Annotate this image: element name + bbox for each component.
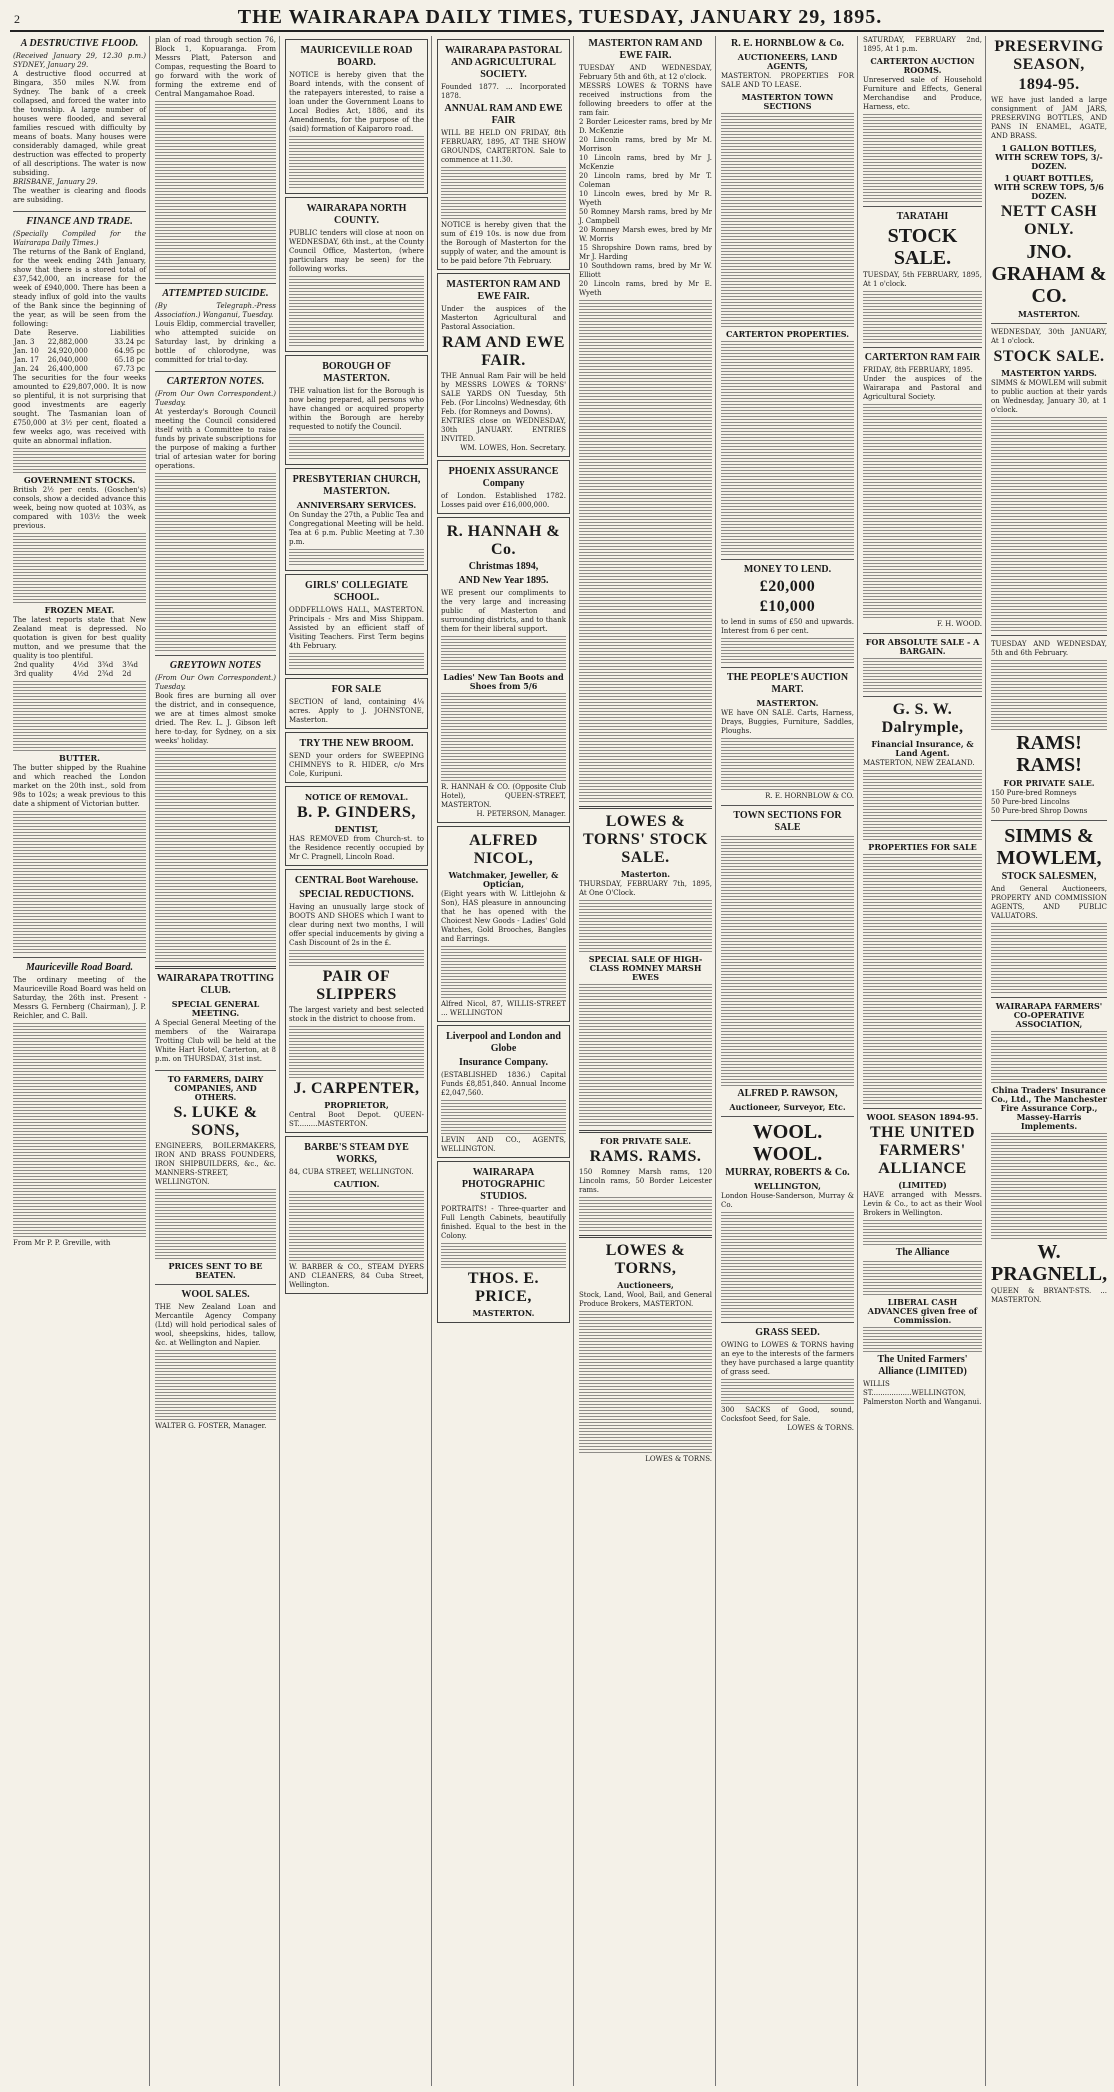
girls-school-heading: GIRLS' COLLEGIATE SCHOOL. — [305, 580, 408, 603]
simms-stock-sub: MASTERTON YARDS. — [1001, 368, 1097, 378]
alliance-heading: The Alliance — [895, 1247, 950, 1258]
money-text: to lend in sums of £50 and upwards. Interest from 6 per cent. — [721, 618, 854, 635]
ufa-heading: THE UNITED FARMERS' ALLIANCE — [869, 1124, 976, 1177]
lowes-footer-signature: LOWES & TORNS. — [645, 1455, 712, 1463]
newspaper-title: THE WAIRARAPA DAILY TIMES, TUESDAY, JANUARY 29, 1895. — [237, 6, 883, 28]
rawson-heading: ALFRED P. RAWSON, — [737, 1088, 838, 1099]
annual-ram-heading: ANNUAL RAM AND EWE FAIR — [444, 103, 563, 126]
show-sub: Founded 1877. ... Incorporated 1878. — [441, 83, 566, 100]
peoples-mart-text: WE have ON SALE. Carts, Harness, Drays, Buggies, Furniture, Saddles, Ploughs. — [721, 709, 854, 735]
bank-text-2: The securities for the four weeks amounted to £29,807,000. It is now so plentiful, it is not surprising that good investments are eagerly sought. The Tasmanian loan of £750,000 at 3½ per cent, floated a few weeks ago, was received with quite an abnormal inflation. — [13, 374, 146, 445]
entry-list — [579, 118, 712, 298]
frozen-meat-heading: FROZEN MEAT. — [44, 605, 115, 615]
suicide-heading: ATTEMPTED SUICIDE. — [162, 288, 269, 299]
hannah-text: WE present our compliments to the very large and increasing public of Masterton and surrounding districts, and to thank them for their liberal support. — [441, 589, 566, 633]
palmerston-line: Palmerston North and Wanganui. — [863, 1398, 982, 1406]
rawson-sub: Auctioneer, Surveyor, Etc. — [729, 1102, 846, 1112]
simms-date-line: WEDNESDAY, 30th JANUARY, At 1 o'clock. — [991, 328, 1107, 345]
hornblow-text: MASTERTON. PROPERTIES FOR SALE AND TO LEASE. — [721, 72, 854, 89]
entries-signature: WM. LOWES, Hon. Secretary. — [460, 444, 566, 452]
column-1 — [10, 36, 150, 2086]
wool-sales-signature: WALTER G. FOSTER, Manager. — [155, 1422, 267, 1430]
quart-bottles: 1 QUART BOTTLES, WITH SCREW TOPS, 5/6 DOZEN. — [994, 173, 1104, 201]
carterton-notes-sub: (From Our Own Correspondent.) Tuesday. — [155, 390, 276, 407]
frozen-meat-table — [13, 661, 146, 679]
carterton-notes-heading: CARTERTON NOTES. — [166, 376, 265, 387]
bank-table-header: Reserve. — [47, 329, 79, 337]
levin-text: LEVIN AND CO., AGENTS, WELLINGTON. — [441, 1136, 566, 1153]
columns — [10, 36, 1108, 2086]
simms-stock-heading: STOCK SALE. — [993, 348, 1105, 365]
photo-text: PORTRAITS! - Three-quarter and Full Length Cabinets, beautifully finished. Equal to the best in the Colony. — [441, 1205, 566, 1240]
photo-heading: WAIRARAPA PHOTOGRAPHIC STUDIOS. — [461, 1167, 546, 1202]
flood-dateline-2: BRISBANE, January 29. — [13, 178, 98, 186]
carterton-props-heading: CARTERTON PROPERTIES. — [726, 329, 849, 339]
suicide-dateline: (By Telegraph.-Press Association.) Wanganui, Tuesday. — [155, 302, 276, 319]
peoples-mart-heading: THE PEOPLE'S AUCTION MART. — [726, 672, 849, 695]
borough-text: THE valuation list for the Borough is now being prepared, all persons who have changed or acquired property within the Borough are hereby requested to notify the Council. — [289, 387, 424, 431]
for-sale-heading: FOR SALE — [331, 684, 382, 695]
simms-heading: SIMMS & MOWLEM, — [996, 825, 1102, 869]
flood-dateline: (Received January 29, 12.30 p.m.) SYDNEY, January 29. — [13, 52, 146, 69]
slippers-heading: PAIR OF SLIPPERS — [316, 968, 397, 1003]
lowes-instructions: MESSRS LOWES & TORNS have received instructions from the following breeders to offer at the ram fair. — [579, 82, 712, 117]
ram-fair-date-line: TUESDAY AND WEDNESDAY, 5th and 6th February. — [991, 640, 1107, 657]
carterton-auction-heading: CARTERTON AUCTION ROOMS. — [870, 56, 975, 75]
liverpool-heading: Liverpool and London and Globe — [446, 1031, 561, 1054]
butter-text: The butter shipped by the Ruahine and which reached the London market on the 20th inst., sold from 98s to 102s; a weak previous to this date a shipment of Victorian butter. — [13, 764, 146, 808]
flood-text-2: The weather is clearing and floods are subsiding. — [13, 187, 146, 204]
rams-private-sale: FOR PRIVATE SALE. — [1003, 778, 1095, 788]
lowes-top-text: TUESDAY AND WEDNESDAY, February 5th and 6th, at 12 o'clock. — [579, 64, 712, 81]
road-board-signature: From Mr P. P. Greville, with — [13, 1239, 111, 1247]
new-broom-text: SEND your orders for SWEEPING CHIMNEYS to R. HIDER, c/o Mrs Cole, Kuripuni. — [289, 752, 424, 778]
nicol-text: (Eight years with W. Littlejohn & Son), HAS pleasure in announcing that he has opened with the Choicest New Goods - Ladies' Gold Watches, Gold Brooches, Bangles and Earrings. — [441, 890, 566, 943]
bank-table — [13, 329, 146, 374]
graham-sub: MASTERTON. — [1018, 309, 1080, 319]
list-item: 2 Border Leicester rams, bred by Mr D. McKenzie — [579, 118, 712, 135]
ginders-heading: B. P. GINDERS, — [297, 804, 416, 821]
liverpool-sub: Insurance Company. — [459, 1057, 548, 1068]
carterton-ram-fair-signature: F. H. WOOD. — [936, 620, 982, 628]
carterton-ram-fair-date: FRIDAY, 8th FEBRUARY, 1895. — [863, 366, 973, 374]
grass-seed-signature: LOWES & TORNS. — [787, 1424, 854, 1432]
dalrymple-props-heading: PROPERTIES FOR SALE — [868, 842, 977, 852]
carterton-ram-fair-text: Under the auspices of the Wairarapa and Pastoral and Agricultural Society. — [863, 375, 982, 401]
column-3 — [282, 36, 432, 2086]
taratahi-stock-date: TUESDAY, 5th FEBRUARY, 1895, At 1 o'clock. — [863, 271, 982, 288]
road-board-text: The ordinary meeting of the Mauriceville Road Board was held on Saturday, the 26th inst. Present - Messrs G. Fernberg (Chairman), J. P. Reichler, and C. Ball. — [13, 976, 146, 1020]
graham-heading: JNO. GRAHAM & CO. — [991, 241, 1107, 307]
list-item: 50 Pure-bred Shrop Downs — [991, 807, 1088, 815]
column-5 — [576, 36, 716, 2086]
murray-heading: MURRAY, ROBERTS & Co. — [725, 1167, 850, 1178]
lowes-footer-sub: Auctioneers, — [617, 1280, 674, 1290]
town-sections-heading: MASTERTON TOWN SECTIONS — [741, 92, 834, 111]
carpenter-heading: J. CARPENTER, — [293, 1080, 420, 1097]
suicide-text: Louis Eldip, commercial traveller, who attempted suicide on Saturday last, by drinking a bottle of chlorodyne, was committed for trial to-day. — [155, 320, 276, 364]
murray-sub: WELLINGTON, — [754, 1181, 821, 1191]
hornblow-sub: AUCTIONEERS, LAND AGENTS, — [737, 52, 838, 71]
column-8 — [988, 36, 1110, 2086]
lowes-top-heading: MASTERTON RAM AND EWE FAIR. — [588, 38, 703, 61]
carpenter-text: Central Boot Depot. QUEEN-ST.........MASTERTON. — [289, 1111, 424, 1128]
water-notice-text: NOTICE is hereby given that the sum of £19 10s. is now due from the Borough of Masterton for the supply of water, and the amount is to be paid before 7th February. — [441, 221, 566, 265]
govt-stocks-heading: GOVERNMENT STOCKS. — [23, 475, 136, 485]
bank-table-header: Date — [14, 329, 31, 337]
list-item: 10 Lincoln ewes, bred by Mr R. Wyeth — [579, 190, 712, 207]
nicol-footer: Alfred Nicol, 87, WILLIS-STREET ... WELLINGTON — [441, 1000, 566, 1017]
ginders-sub: DENTIST, — [334, 824, 379, 834]
simms-text: And General Auctioneers, PROPERTY AND COMMISSION AGENTS, AND PUBLIC VALUATORS. — [991, 885, 1107, 920]
greytown-notes-sub: (From Our Own Correspondent.) Tuesday. — [155, 674, 276, 691]
list-item: 20 Lincoln rams, bred by Mr E. Wyeth — [579, 280, 712, 297]
money-amount-1: £20,000 — [759, 578, 816, 595]
masterton-ram-fair-heading: MASTERTON RAM AND EWE FAIR. — [446, 279, 561, 302]
price-heading: THOS. E. PRICE, — [467, 1270, 540, 1305]
central-sub: SPECIAL REDUCTIONS. — [299, 889, 414, 900]
wairarapa-nc-text: PUBLIC tenders will close at noon on WEDNESDAY, 6th inst., at the County Council Office, Masterton, (where particulars may be seen) for the following works. — [289, 229, 424, 273]
finance-text: The returns of the Bank of England, for the week ending 24th January, show that there is a stored total of £37,542,000, an increase for the week of £940,000. There has been a steady influx of gold into the vaults of the Bank since the beginning of the year, as will be seen from the following: — [13, 248, 146, 328]
ginders-text: HAS REMOVED from Church-st. to the Residence recently occupied by Mr C. Pragnell, Lincoln Road. — [289, 835, 424, 861]
nicol-heading: ALFRED NICOL, — [469, 832, 538, 867]
carterton-auction-date: SATURDAY, FEBRUARY 2nd, 1895, At 1 p.m. — [863, 36, 982, 53]
barbe-footer: W. BARBER & CO., STEAM DYERS AND CLEANERS, 84 Cuba Street, Wellington. — [289, 1263, 424, 1289]
annual-ram-text: WILL BE HELD ON FRIDAY, 8th FEBRUARY, 1895, AT THE SHOW GROUNDS, CARTERTON. Sale to commence at 11.30. — [441, 129, 566, 164]
table-row: 3rd quality 4½d 2¾d 2d — [14, 670, 132, 678]
finance-heading: FINANCE AND TRADE. — [26, 216, 133, 227]
grass-seed-footer: 300 SACKS of Good, sound, Cocksfoot Seed, for Sale. — [721, 1406, 854, 1423]
lowes-stock-sub: Masterton. — [620, 869, 671, 879]
dalrymple-heading: G. S. W. Dalrymple, — [881, 701, 964, 736]
peoples-mart-signature: R. E. HORNBLOW & CO. — [765, 792, 854, 800]
barbe-caution: CAUTION. — [333, 1179, 380, 1189]
murray-text: London House-Sanderson, Murray & Co. — [721, 1192, 854, 1209]
prices-heading: PRICES SENT TO BE BEATEN. — [168, 1261, 263, 1280]
table-row: Jan. 17 26,040,000 65.18 pc — [14, 356, 145, 364]
list-item: 15 Shropshire Down rams, bred by Mr J. Harding — [579, 244, 712, 261]
presbyterian-text: On Sunday the 27th, a Public Tea and Congregational Meeting will be held. Tea at 6 p.m. Public Meeting at 7.30 p.m. — [289, 511, 424, 546]
hornblow-heading: R. E. HORNBLOW & Co. — [731, 38, 844, 49]
bargain-heading: FOR ABSOLUTE SALE - A BARGAIN. — [865, 637, 980, 656]
simms-sub: STOCK SALESMEN, — [1001, 871, 1097, 882]
lowes-footer-text: Stock, Land, Wool, Bail, and General Produce Brokers, MASTERTON. — [579, 1291, 712, 1308]
grass-seed-text: OWING to LOWES & TORNS having an eye to the interests of the farmers they have purchased a large quantity of grass seed. — [721, 1341, 854, 1376]
ewes-heading: SPECIAL SALE OF HIGH-CLASS ROMNEY MARSH EWES — [588, 954, 703, 982]
list-item: 20 Lincoln rams, bred by Mr T. Coleman — [579, 172, 712, 189]
preserving-heading: PRESERVING SEASON, — [994, 38, 1104, 73]
phoenix-text: of London. Established 1782. Losses paid over £16,000,000. — [441, 492, 566, 509]
luke-text: ENGINEERS, BOILERMAKERS, IRON AND BRASS FOUNDERS, IRON SHIPBUILDERS, &c., &c. MANNERS-STREET, WELLINGTON. — [155, 1142, 276, 1186]
table-row: Jan. 24 26,400,000 67.73 pc — [14, 365, 145, 373]
board-notice-heading: MAURICEVILLE ROAD BOARD. — [300, 45, 413, 68]
cooperative-heading: WAIRARAPA FARMERS' CO-OPERATIVE ASSOCIATION, — [995, 1001, 1103, 1029]
borough-heading: BOROUGH OF MASTERTON. — [322, 361, 391, 384]
lowes-stock-heading: LOWES & TORNS' STOCK SALE. — [582, 813, 708, 866]
road-board-heading: Mauriceville Road Board. — [26, 962, 133, 973]
list-item: 150 Pure-bred Romneys — [991, 789, 1077, 797]
table-row: Jan. 10 24,920,000 64.95 pc — [14, 347, 145, 355]
ram-ewe-fair-text: THE Annual Ram Fair will be held by MESSRS LOWES & TORNS' SALE YARDS ON Tuesday, 5th Feb. (For Lincolns) Wednesday, 6th Feb. (for Romneys and Downs). — [441, 372, 566, 416]
table-row: Jan. 3 22,882,000 33.24 pc — [14, 338, 145, 346]
money-amount-2: £10,000 — [759, 598, 816, 615]
column-6 — [718, 36, 858, 2086]
price-sub: MASTERTON. — [472, 1308, 535, 1318]
special-meeting-heading: SPECIAL GENERAL MEETING. — [171, 999, 260, 1018]
new-year-heading: AND New Year 1895. — [458, 575, 549, 586]
list-item: 20 Lincoln rams, bred by Mr M. Morrison — [579, 136, 712, 153]
liberal-heading: LIBERAL CASH ADVANCES given free of Commission. — [867, 1297, 978, 1325]
central-heading: CENTRAL Boot Warehouse. — [294, 875, 419, 886]
liverpool-text: (ESTABLISHED 1836.) Capital Funds £8,851,840. Annual Income £2,047,560. — [441, 1071, 566, 1097]
lowes-stock-date: THURSDAY, FEBRUARY 7th, 1895, At One O'Clock. — [579, 880, 712, 897]
preserving-sub: 1894-95. — [1018, 76, 1080, 93]
rams-heading: RAMS. RAMS. — [589, 1148, 702, 1165]
carterton-auction-text: Unreserved sale of Household Furniture and Effects, General Merchandise and Produce, Harness, etc. — [863, 76, 982, 111]
dairy-heading: TO FARMERS, DAIRY COMPANIES, AND OTHERS. — [167, 1074, 264, 1102]
wool-sales-heading: WOOL SALES. — [181, 1289, 250, 1300]
list-item: 50 Romney Marsh rams, bred by Mr J. Campbell — [579, 208, 712, 225]
bank-table-header: Liabilities — [109, 329, 145, 337]
column-4 — [434, 36, 574, 2086]
presbyterian-heading: PRESBYTERIAN CHURCH, MASTERTON. — [292, 474, 421, 497]
wool-heading: WOOL. WOOL. — [752, 1121, 823, 1165]
barbe-text: 84, CUBA STREET, WELLINGTON. — [289, 1168, 414, 1176]
ufa-sub: (LIMITED) — [898, 1180, 947, 1190]
hannah-heading: R. HANNAH & Co. — [446, 523, 561, 558]
flood-heading: A DESTRUCTIVE FLOOD. — [20, 38, 139, 49]
ram-ewe-fair-heading: RAM AND EWE FAIR. — [442, 334, 565, 369]
rams-sub: FOR PRIVATE SALE. — [599, 1136, 692, 1146]
special-meeting-text: A Special General Meeting of the members of the Wairarapa Trotting Club will be held at the White Hart Hotel, Carterton, at 8 p.m. on THURSDAY, 31st inst. — [155, 1019, 276, 1063]
list-item: 50 Pure-bred Lincolns — [991, 798, 1070, 806]
new-broom-heading: TRY THE NEW BROOM. — [299, 738, 414, 749]
carpenter-sub: PROPRIETOR, — [324, 1100, 389, 1110]
pragnell-sub: QUEEN & BRYANT-STS. ... MASTERTON. — [991, 1287, 1107, 1304]
grass-seed-heading: GRASS SEED. — [755, 1327, 820, 1338]
govt-stocks-text: British 2½ per cents. (Goschen's) consols, show a decided advance this week, being now quoted at 103¾, as compared with 103½ the week previous. — [13, 486, 146, 530]
lowes-footer-heading: LOWES & TORNS, — [605, 1242, 686, 1277]
ladies-boots-line: Ladies' New Tan Boots and Shoes from 5/6 — [443, 672, 564, 691]
hannah-signature: R. HANNAH & CO. (Opposite Club Hotel), QUEEN-STREET, MASTERTON. — [441, 783, 566, 809]
column-7 — [860, 36, 986, 2086]
alliance-footer: The United Farmers' Alliance (LIMITED) — [877, 1354, 968, 1377]
list-item: 10 Lincoln rams, bred by Mr J. McKenzie — [579, 154, 712, 171]
town-sections-2-heading: TOWN SECTIONS FOR SALE — [733, 810, 842, 833]
carterton-ram-fair-heading: CARTERTON RAM FAIR — [864, 352, 981, 363]
peoples-mart-sub: MASTERTON. — [756, 698, 819, 708]
rams-rams-heading: RAMS! RAMS! — [1016, 732, 1082, 776]
china-traders-heading: China Traders' Insurance Co., Ltd., The Manchester Fire Assurance Corp., Massey-Harris Implements. — [991, 1085, 1107, 1131]
pragnell-heading: W. PRAGNELL, — [991, 1241, 1108, 1285]
rams-text: 150 Romney Marsh rams, 120 Lincoln rams, 50 Border Leicester rams. — [579, 1168, 712, 1194]
ufa-text: HAVE arranged with Messrs. Levin & Co., to act as their Wool Brokers in Wellington. — [863, 1191, 982, 1217]
barbe-heading: BARBE'S STEAM DYE WORKS, — [304, 1142, 409, 1165]
dalrymple-sub: Financial Insurance, & Land Agent. — [871, 739, 974, 758]
wool-season-heading: WOOL SEASON 1894-95. — [866, 1112, 979, 1122]
show-heading: WAIRARAPA PASTORAL AND AGRICULTURAL SOCIETY. — [445, 45, 562, 80]
butter-heading: BUTTER. — [59, 753, 100, 763]
presbyterian-sub: ANNIVERSARY SERVICES. — [296, 500, 417, 510]
preserving-text: WE have just landed a large consignment of JAM JARS, PRESERVING BOTTLES, AND PANS IN ENAMEL, AGATE, AND BRASS. — [991, 96, 1107, 140]
removal-heading: NOTICE OF REMOVAL. — [304, 792, 409, 802]
girls-school-text: ODDFELLOWS HALL, MASTERTON. Principals - Mrs and Miss Shippam. Assisted by an efficient staff of Visiting Teachers. First Term begins 4th February. — [289, 606, 424, 650]
list-item: 20 Romney Marsh ewes, bred by Mr W. Morris — [579, 226, 712, 243]
list-item: 10 Southdown rams, bred by Mr W. Elliott — [579, 262, 712, 279]
luke-heading: S. LUKE & SONS, — [173, 1104, 258, 1139]
willis-line: WILLIS ST..................WELLINGTON, — [863, 1380, 966, 1397]
frozen-meat-text: The latest reports state that New Zealand meat is depressed. No quotation is given for best quality mutton, and we presume that the quality is too plentiful. — [13, 616, 146, 660]
slippers-text: The largest variety and best selected stock in the district to choose from. — [289, 1006, 424, 1023]
gallon-bottles: 1 GALLON BOTTLES, WITH SCREW TOPS, 3/- DOZEN. — [995, 143, 1103, 171]
trotting-club-heading: WAIRARAPA TROTTING CLUB. — [156, 973, 275, 996]
flood-text: A destructive flood occurred at Bingara, 350 miles N.W. from Sydney. The bank of a creek collapsed, and forced the water into the township. A large number of houses were flooded, and several families rescued with difficulty by means of boats. Many houses were considerably damaged, while great destruction was effected to property of all descriptions. The water is now subsiding. — [13, 70, 146, 177]
masterton-ram-fair-text: Under the auspices of the Masterton Agricultural and Pastoral Association. — [441, 305, 566, 331]
phoenix-heading: PHOENIX ASSURANCE Company — [448, 466, 559, 489]
central-text: Having an unusually large stock of BOOTS AND SHOES which I want to clear during next two months, I will offer special inducements by giving a Cash Discount of 2s in the £. — [289, 903, 424, 947]
dalrymple-text: MASTERTON, NEW ZEALAND. — [863, 759, 975, 767]
taratahi-heading: TARATAHI — [896, 211, 949, 222]
page-number: 2 — [14, 12, 20, 26]
board-notice-text: NOTICE is hereby given that the Board intends, with the consent of the ratepayers interested, to raise a loan under the Government Loans to Local Bodies Act, 1886, and its Amendments, for the purpose of the (said) formation of Kaiparoro road. — [289, 71, 424, 133]
column-2: plan of road through section 76, Block 1, Kopuaranga. From Messrs Platt, Paterson and Compas, requesting the Board to go forward with the work of forming the extreme end of Central Mangamahoe Road. ATTEMPTED SUICIDE. (By Telegraph.-Press Association.) Wanganui, Tuesday. Louis Eldip, commercial traveller, who attempted suicide on Saturday last, by drinking a bottle of chlorodyne, was committed for trial to-day. CARTERTON NOTES. (From Our Own Correspondent.) Tuesday. At yesterday's Borough Council meeting the Council considered itself with a Committee to raise funds by private subscriptions for the purpose of making a further trial of artesian water for boring operations. GREYTOWN NOTES (From Our Own Correspondent.) Tuesday. Book fires are burning all over the district, and in consequence, we are at times almost smoke dried. The Rev. L. J. Gibson left here to-day, for Sydney, on a six weeks' holiday. WAIRARAPA TROTTING CLUB. SPECIAL GENERAL MEETING. A Special General Meeting of the members of the Wairarapa Trotting Club will be held at the White Hart Hotel, Carterton, at 8 p.m. on THURSDAY, 31st inst. TO FARMERS, DAIRY COMPANIES, AND OTHERS. S. LUKE & SONS, ENGINEERS, BOILERMAKERS, IRON AND BRASS FOUNDERS, IRON SHIPBUILDERS, &c., &c. MANNERS-STREET, WELLINGTON. PRICES SENT TO BE BEATEN. WOOL SALES. THE New Zealand Loan and Mercantile Agency Company (Ltd) will hold periodical sales of wool, sheepskins, hides, tallow, &c. at Wellington and Napier. WALTER G. FOSTER, Manager. — [152, 36, 280, 2086]
greytown-notes-text: Book fires are burning all over the district, and in consequence, we are at times almost smoke dried. The Rev. L. J. Gibson left here to-day, for Sydney, on a six weeks' holiday. — [155, 692, 276, 745]
wool-sales-text: THE New Zealand Loan and Mercantile Agency Company (Ltd) will hold periodical sales of wool, sheepskins, hides, tallow, &c. at Wellington and Napier. — [155, 1303, 276, 1347]
greytown-notes-heading: GREYTOWN NOTES — [169, 660, 262, 671]
money-heading: MONEY TO LEND. — [743, 564, 832, 575]
christmas-heading: Christmas 1894, — [468, 561, 539, 572]
finance-subheading: (Specially Compiled for the Wairarapa Daily Times.) — [13, 230, 146, 247]
entries-text: ENTRIES close on WEDNESDAY, 30th JANUARY. ENTRIES INVITED. — [441, 417, 566, 443]
carterton-notes-text: At yesterday's Borough Council meeting the Council considered itself with a Committee to raise funds by private subscriptions for the purpose of making a further trial of artesian water for boring operations. — [155, 408, 276, 470]
simms-stock-text: SIMMS & MOWLEM will submit to public auction at their yards on Wednesday, January 30, at 1 o'clock. — [991, 379, 1107, 414]
nett-cash: NETT CASH ONLY. — [1000, 203, 1098, 238]
taratahi-stock-heading: STOCK SALE. — [887, 225, 958, 269]
for-sale-text: SECTION of land, containing 4¼ acres. Apply to J. JOHNSTONE, Masterton. — [289, 698, 424, 724]
masthead — [10, 6, 1104, 32]
nicol-sub: Watchmaker, Jeweller, & Optician, — [448, 870, 559, 889]
table-row: 2nd quality 4½d 3¾d 3¾d — [14, 661, 138, 669]
hannah-signature-2: H. PETERSON, Manager. — [476, 810, 566, 818]
wairarapa-nc-heading: WAIRARAPA NORTH COUNTY. — [306, 203, 407, 226]
